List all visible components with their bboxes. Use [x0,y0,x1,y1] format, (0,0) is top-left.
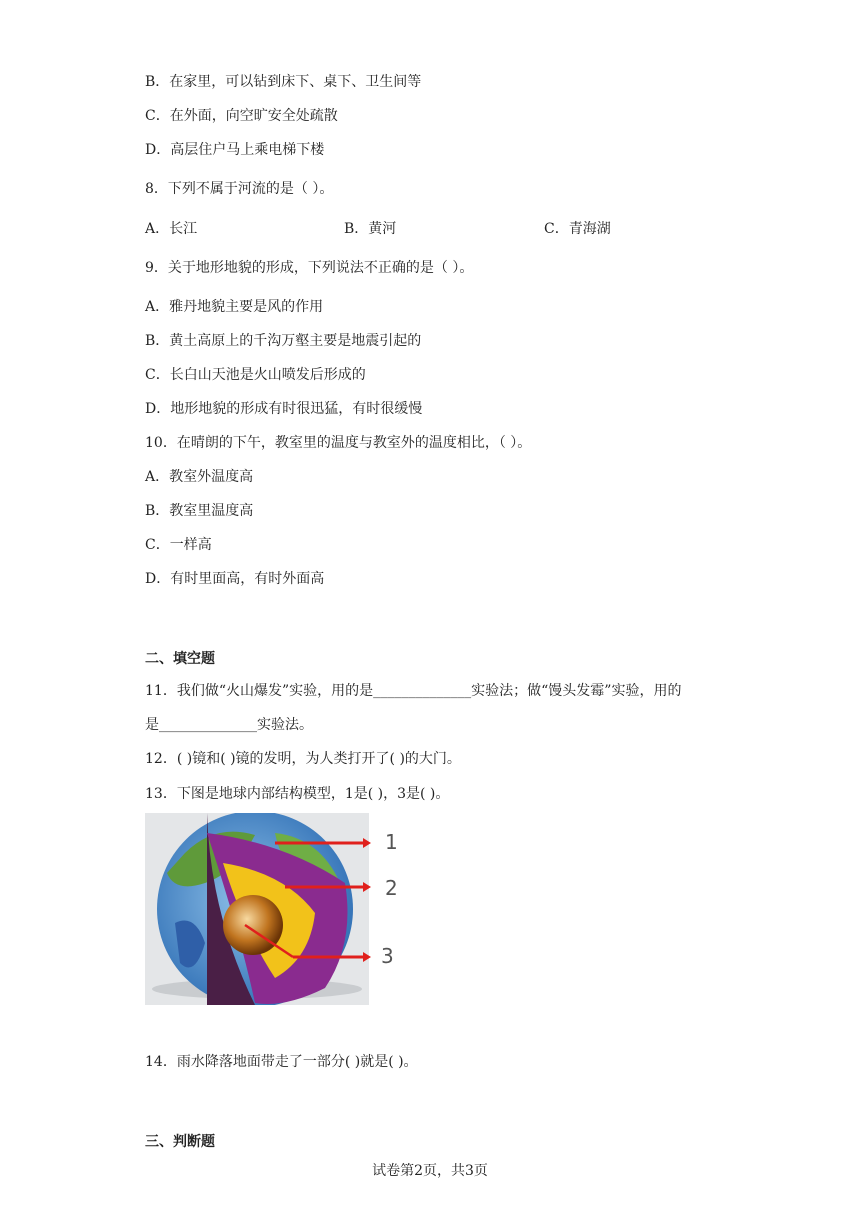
inner-core [223,895,283,955]
q9-option-d: D．地形地貌的形成有时很迅猛，有时很缓慢 [145,401,423,417]
earth-structure-diagram [145,813,405,1005]
q9-option-c: C．长白山天池是火山喷发后形成的 [145,367,366,383]
q7-option-d: D．高层住户马上乘电梯下楼 [145,142,325,158]
q10-option-b: B．教室里温度高 [145,503,254,519]
label-2: 2 [385,876,398,900]
page-footer: 试卷第2页，共3页 [372,1163,488,1179]
q10-stem: 10．在晴朗的下午，教室里的温度与教室外的温度相比，（ ）。 [145,435,532,451]
q9-option-a: A．雅丹地貌主要是风的作用 [145,299,324,315]
label-1: 1 [385,830,398,854]
q12-stem: 12．( )镜和( )镜的发明，为人类打开了( )的大门。 [145,751,461,767]
q8-option-c: C．青海湖 [544,221,611,237]
q7-option-c: C．在外面，向空旷安全处疏散 [145,108,338,124]
earth-structure-figure [145,813,405,1005]
q10-option-a: A．教室外温度高 [145,469,254,485]
label-3: 3 [381,944,394,968]
q8-option-a: A．长江 [145,221,198,237]
section-heading-true-false: 三、判断题 [145,1134,215,1150]
q8-option-b: B．黄河 [344,221,397,237]
q8-stem: 8．下列不属于河流的是（ ）。 [145,181,334,197]
q14-stem: 14．雨水降落地面带走了一部分( )就是( )。 [145,1054,418,1070]
section-heading-fill-in: 二、填空题 [145,651,215,667]
q13-stem: 13．下图是地球内部结构模型，1是( )，3是( )。 [145,786,450,802]
q10-option-d: D．有时里面高，有时外面高 [145,571,325,587]
q11-line2: 是______________实验法。 [145,717,313,733]
q11-line1: 11．我们做“火山爆发”实验，用的是______________实验法；做“馒头发霉”实验，用的 [145,683,682,699]
q9-stem: 9．关于地形地貌的形成，下列说法不正确的是（ ）。 [145,260,474,276]
q9-option-b: B．黄土高原上的千沟万壑主要是地震引起的 [145,333,422,349]
q10-option-c: C．一样高 [145,537,212,553]
q7-option-b: B．在家里，可以钻到床下、桌下、卫生间等 [145,74,422,90]
